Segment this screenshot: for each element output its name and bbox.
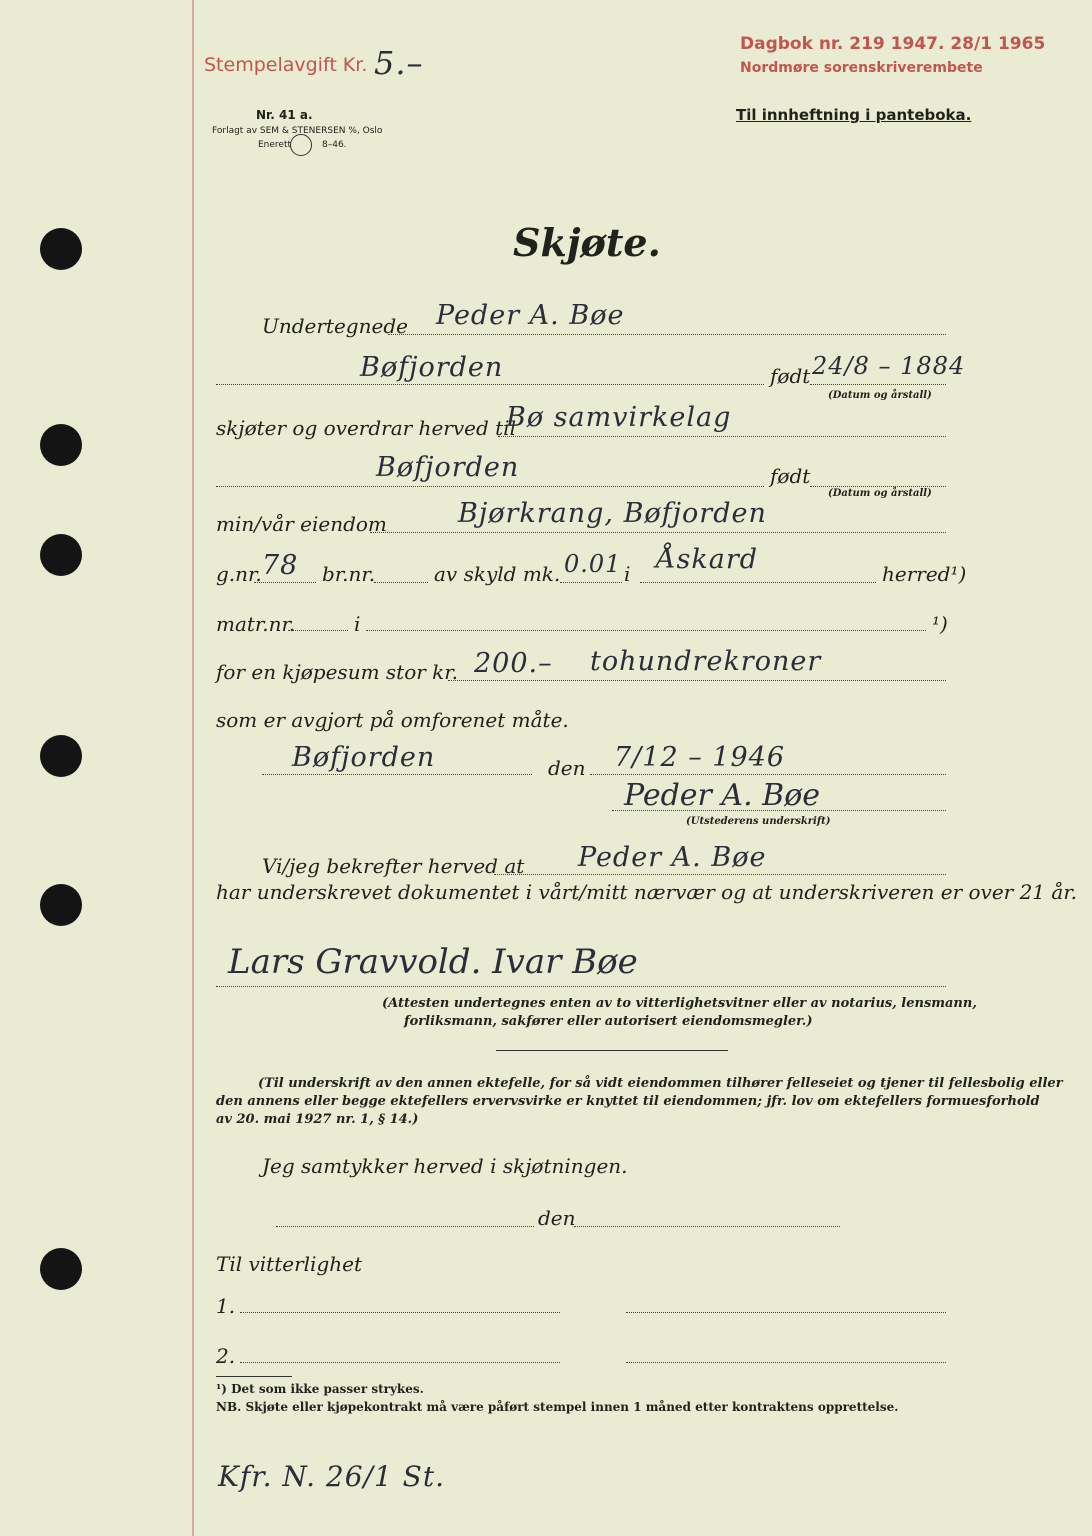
gnr-label: g.nr. — [216, 562, 262, 586]
signed-place: Bøfjorden — [292, 742, 436, 773]
buyer-born-label: født — [770, 464, 811, 488]
buyer-born-line — [810, 486, 946, 487]
den-label: den — [548, 756, 586, 780]
price-label: for en kjøpesum stor kr. — [216, 660, 459, 684]
property-label: min/vår eiendom — [216, 512, 387, 536]
buyer-place: Bøfjorden — [376, 452, 520, 483]
property-name: Bjørkrang, Bøfjorden — [458, 498, 767, 529]
skyld-label: av skyld mk. — [434, 562, 561, 586]
footnote-1: ¹) Det som ikke passer strykes. — [216, 1382, 424, 1396]
issuer-signature: Peder A. Bøe — [624, 778, 821, 813]
witness-2-label: 2. — [216, 1344, 236, 1368]
date-hint: (Datum og årstall) — [828, 390, 932, 401]
binder-hole — [40, 884, 82, 926]
settled-label: som er avgjort på omforenet måte. — [216, 708, 569, 732]
witness-signatures: Lars Gravvold. Ivar Bøe — [228, 942, 638, 982]
signed-date-line — [590, 774, 946, 775]
witness-signature-line — [216, 986, 946, 987]
buyer-date-hint: (Datum og årstall) — [828, 488, 932, 499]
signed-date: 7/12 – 1946 — [614, 742, 786, 773]
undersigned-label: Undertegnede — [262, 314, 408, 338]
municipality: Åskard — [656, 544, 759, 575]
stamp-duty-label: Stempelavgift Kr. — [204, 54, 368, 76]
binder-hole — [40, 1248, 82, 1290]
consent-den-label: den — [538, 1206, 576, 1230]
witness-2-line — [240, 1362, 560, 1363]
form-number: Nr. 41 a. — [256, 108, 313, 122]
registry-stamp-line2: Nordmøre sorenskriverembete — [740, 60, 983, 76]
skyld-value: 0.01 — [564, 550, 622, 578]
margin-rule — [192, 0, 194, 1536]
property-line — [370, 532, 946, 533]
spouse-note-line1: (Til underskrift av den annen ektefelle, for så vidt eiendommen tilhører felleseiet og tjener til fellesbolig eller — [258, 1076, 1063, 1091]
filing-note: Til innheftning i panteboka. — [736, 106, 972, 124]
consent-date-line — [574, 1226, 840, 1227]
footnote-rule — [216, 1376, 292, 1377]
brnr-label: br.nr. — [322, 562, 376, 586]
issuer-signature-line — [612, 810, 946, 811]
municipality-line — [640, 582, 876, 583]
publisher-date: 8–46. — [322, 140, 347, 150]
attest-note-line2: forliksmann, sakfører eller autorisert eiendomsmegler.) — [404, 1014, 813, 1029]
section-divider — [496, 1050, 728, 1051]
brnr-line — [374, 582, 428, 583]
binder-hole — [40, 735, 82, 777]
matr-place-line — [366, 630, 926, 631]
born-label: født — [770, 364, 811, 388]
price-words: tohundrekroner — [590, 646, 822, 677]
consent-place-line — [276, 1226, 534, 1227]
matr-line — [288, 630, 348, 631]
seller-born: 24/8 – 1884 — [812, 352, 966, 380]
issuer-signature-hint: (Utstederens underskrift) — [686, 816, 831, 827]
in-label: i — [624, 562, 631, 586]
gnr-value: 78 — [262, 550, 299, 581]
matr-i-label: i — [354, 612, 361, 636]
matr-suffix: ¹) — [932, 612, 948, 636]
binder-hole — [40, 534, 82, 576]
signed-place-line — [262, 774, 532, 775]
spouse-note-line3: av 20. mai 1927 nr. 1, § 14.) — [216, 1112, 419, 1127]
transfer-label: skjøter og overdrar herved til — [216, 416, 516, 440]
binder-hole — [40, 424, 82, 466]
buyer-line — [498, 436, 946, 437]
seller-place: Bøfjorden — [360, 352, 504, 383]
witness-1-label: 1. — [216, 1294, 236, 1318]
witness-1-line — [240, 1312, 560, 1313]
consent-label: Jeg samtykker herved i skjøtningen. — [262, 1154, 628, 1178]
buyer-name: Bø samvirkelag — [506, 402, 732, 433]
price-value: 200.– — [474, 648, 553, 679]
stamp-duty-value: 5.– — [374, 44, 424, 82]
publisher-logo-icon — [290, 134, 312, 156]
witness-heading: Til vitterlighet — [216, 1252, 363, 1276]
witness-2-address-line — [626, 1362, 946, 1363]
confirm-text: har underskrevet dokumentet i vårt/mitt nærvær og at underskriveren er over 21 år. — [216, 880, 1078, 904]
document-title: Skjøte. — [513, 220, 661, 265]
confirm-name: Peder A. Bøe — [578, 842, 767, 873]
registry-stamp-line1: Dagbok nr. 219 1947. 28/1 1965 — [740, 34, 1046, 54]
undersigned-line — [388, 334, 946, 335]
matr-label: matr.nr. — [216, 612, 296, 636]
seller-place-line — [216, 384, 764, 385]
attest-note-line1: (Attesten undertegnes enten av to vitterlighetsvitner eller av notarius, lensmann, — [382, 996, 977, 1011]
binder-hole — [40, 228, 82, 270]
gnr-line — [254, 582, 316, 583]
margin-note: Kfr. N. 26/1 St. — [218, 1460, 446, 1493]
undersigned-name: Peder A. Bøe — [436, 300, 625, 331]
publisher-line1: Forlagt av SEM & STENERSEN %, Oslo — [212, 126, 383, 136]
skyld-line — [560, 582, 622, 583]
spouse-note-line2: den annens eller begge ektefellers ervervsvirke er knyttet til eiendommen; jfr. lov om ektefellers formuesforhold — [216, 1094, 1040, 1109]
witness-1-address-line — [626, 1312, 946, 1313]
herred-label: herred¹) — [882, 562, 967, 586]
footnote-2: NB. Skjøte eller kjøpekontrakt må være påført stempel innen 1 måned etter kontraktens opprettelse. — [216, 1400, 899, 1414]
confirm-label: Vi/jeg bekrefter herved at — [262, 854, 525, 878]
publisher-line2: Enerett — [258, 140, 292, 150]
price-line — [448, 680, 946, 681]
buyer-place-line — [216, 486, 764, 487]
confirm-name-line — [494, 874, 946, 875]
seller-born-line — [810, 384, 946, 385]
